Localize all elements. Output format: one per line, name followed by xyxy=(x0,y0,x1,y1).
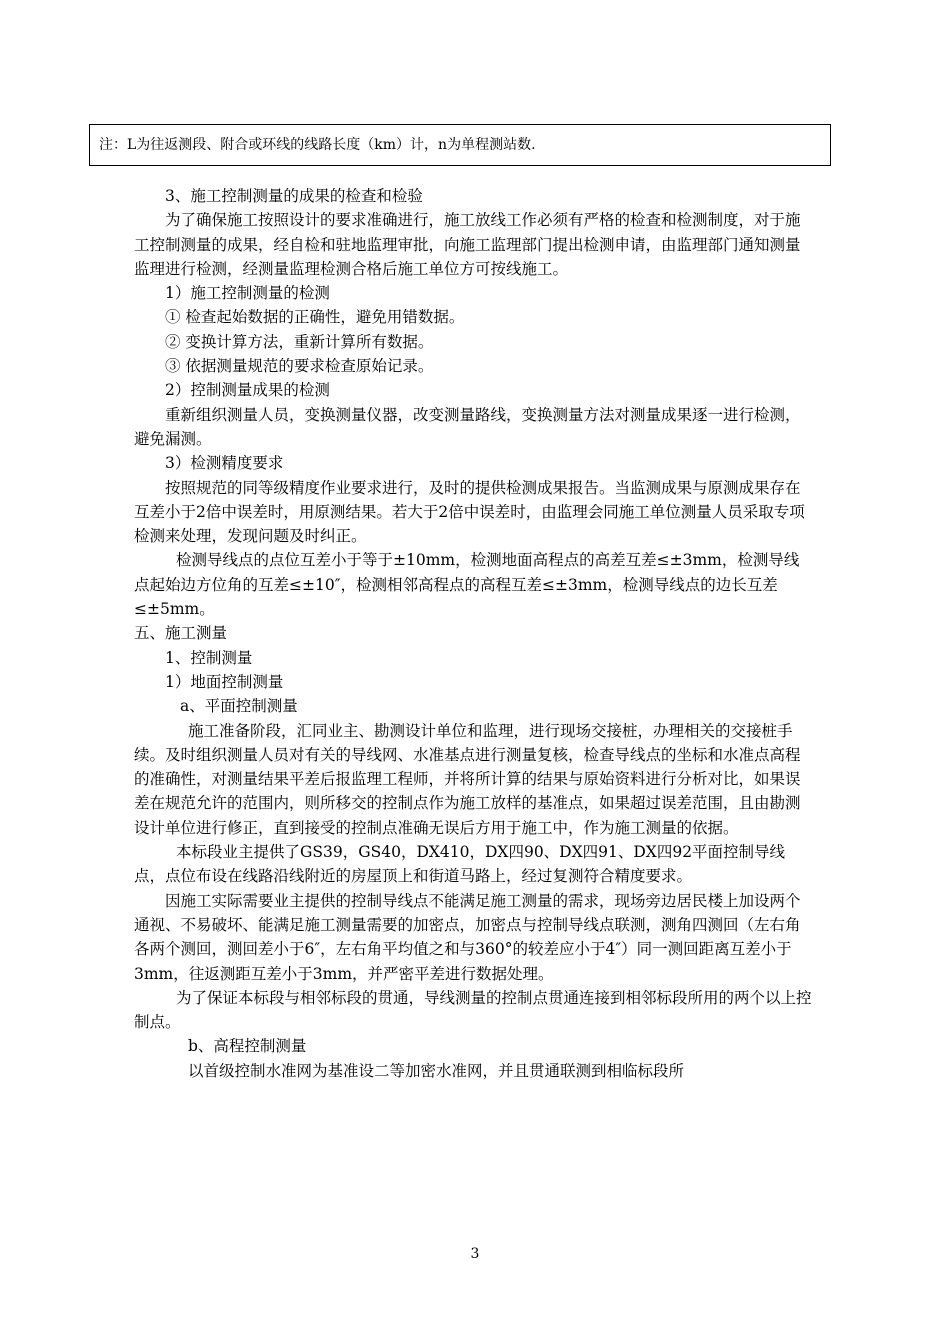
paragraph: 为了确保施工按照设计的要求准确进行，施工放线工作必须有严格的检查和检测制度，对于施工控制测量的成果，经自检和驻地监理审批，向施工监理部门提出检测申请，由监理部门通知测量监理进行检测，经测量监理检测合格后施工单位方可按线施工。 xyxy=(134,211,801,278)
paragraph: 3）检测精度要求 xyxy=(165,454,284,473)
document-body xyxy=(134,184,814,1083)
paragraph: 本标段业主提供了GS39，GS40，DX410，DX四90、DX四91、DX四92平面控制导线点，点位布设在线路沿线附近的房屋顶上和街道马路上，经过复测符合精度要求。 xyxy=(134,843,786,886)
paragraph: 检测导线点的点位互差小于等于±10mm，检测地面高程点的高差互差≤±3mm，检测导线点起始边方位角的互差≤±10″，检测相邻高程点的高程互差≤±3mm，检测导线点的边长互差≤±5mm。 xyxy=(134,551,800,619)
paragraph: 重新组织测量人员，变换测量仪器，改变测量路线，变换测量方法对测量成果逐一进行检测，避免漏测。 xyxy=(134,405,801,448)
paragraph: 1、控制测量 xyxy=(165,648,253,667)
paragraph: 五、施工测量 xyxy=(134,624,228,643)
paragraph: ① 检查起始数据的正确性，避免用错数据。 xyxy=(165,308,465,327)
page-number: 3 xyxy=(470,1246,480,1262)
paragraph: 2）控制测量成果的检测 xyxy=(165,381,330,400)
paragraph: 按照规范的同等级精度作业要求进行，及时的提供检测成果报告。当监测成果与原测成果存在互差小于2倍中误差时，用原测结果。若大于2倍中误差时，由监理会同施工单位测量人员采取专项检测来处理，发现问题及时纠正。 xyxy=(134,478,805,546)
paragraph: 为了保证本标段与相邻标段的贯通，导线测量的控制点贯通连接到相邻标段所用的两个以上控制点。 xyxy=(134,988,812,1032)
paragraph: 1）施工控制测量的检测 xyxy=(165,284,330,303)
paragraph: ③ 依据测量规范的要求检查原始记录。 xyxy=(165,357,434,376)
paragraph: b、高程控制测量 xyxy=(188,1037,307,1056)
paragraph: ② 变换计算方法，重新计算所有数据。 xyxy=(165,332,434,351)
paragraph: 3、施工控制测量的成果的检查和检验 xyxy=(165,187,423,205)
paragraph: 以首级控制水准网为基准设二等加密水准网，并且贯通联测到相临标段所 xyxy=(188,1061,685,1080)
paragraph: 施工准备阶段，汇同业主、勘测设计单位和监理，进行现场交接桩，办理相关的交接桩手续。及时组织测量人员对有关的导线网、水准基点进行测量复核，检查导线点的坐标和水准点高程的准确性，对测量结果平差后报监理工程师，并将所计算的结果与原始资料进行分析对比，如果误差在规范允许的范围内，则所移交的控制点作为施工放样的基准点，如果超过误差范围，且由勘测设计单位进行修正，直到接受的控制点准确无误后方用于施工中，作为施工测量的依据。 xyxy=(134,721,801,837)
paragraph: 1）地面控制测量 xyxy=(165,672,284,691)
paragraph: a、平面控制测量 xyxy=(180,697,298,716)
paragraph: 因施工实际需要业主提供的控制导线点不能满足施工测量的需求，现场旁边居民楼上加设两个通视、不易破坏、能满足施工测量需要的加密点，加密点与控制导线点联测，测角四测回（左右角各两个测回，测回差小于6″，左右角平均值之和与360°的较差应小于4″）同一测回距离互差小于3mm，往返测距互差小于3mm，并严密平差进行数据处理。 xyxy=(134,891,801,983)
table-note: 注：L为往返测段、附合或环线的线路长度（km）计，n为单程测站数. xyxy=(89,124,831,166)
